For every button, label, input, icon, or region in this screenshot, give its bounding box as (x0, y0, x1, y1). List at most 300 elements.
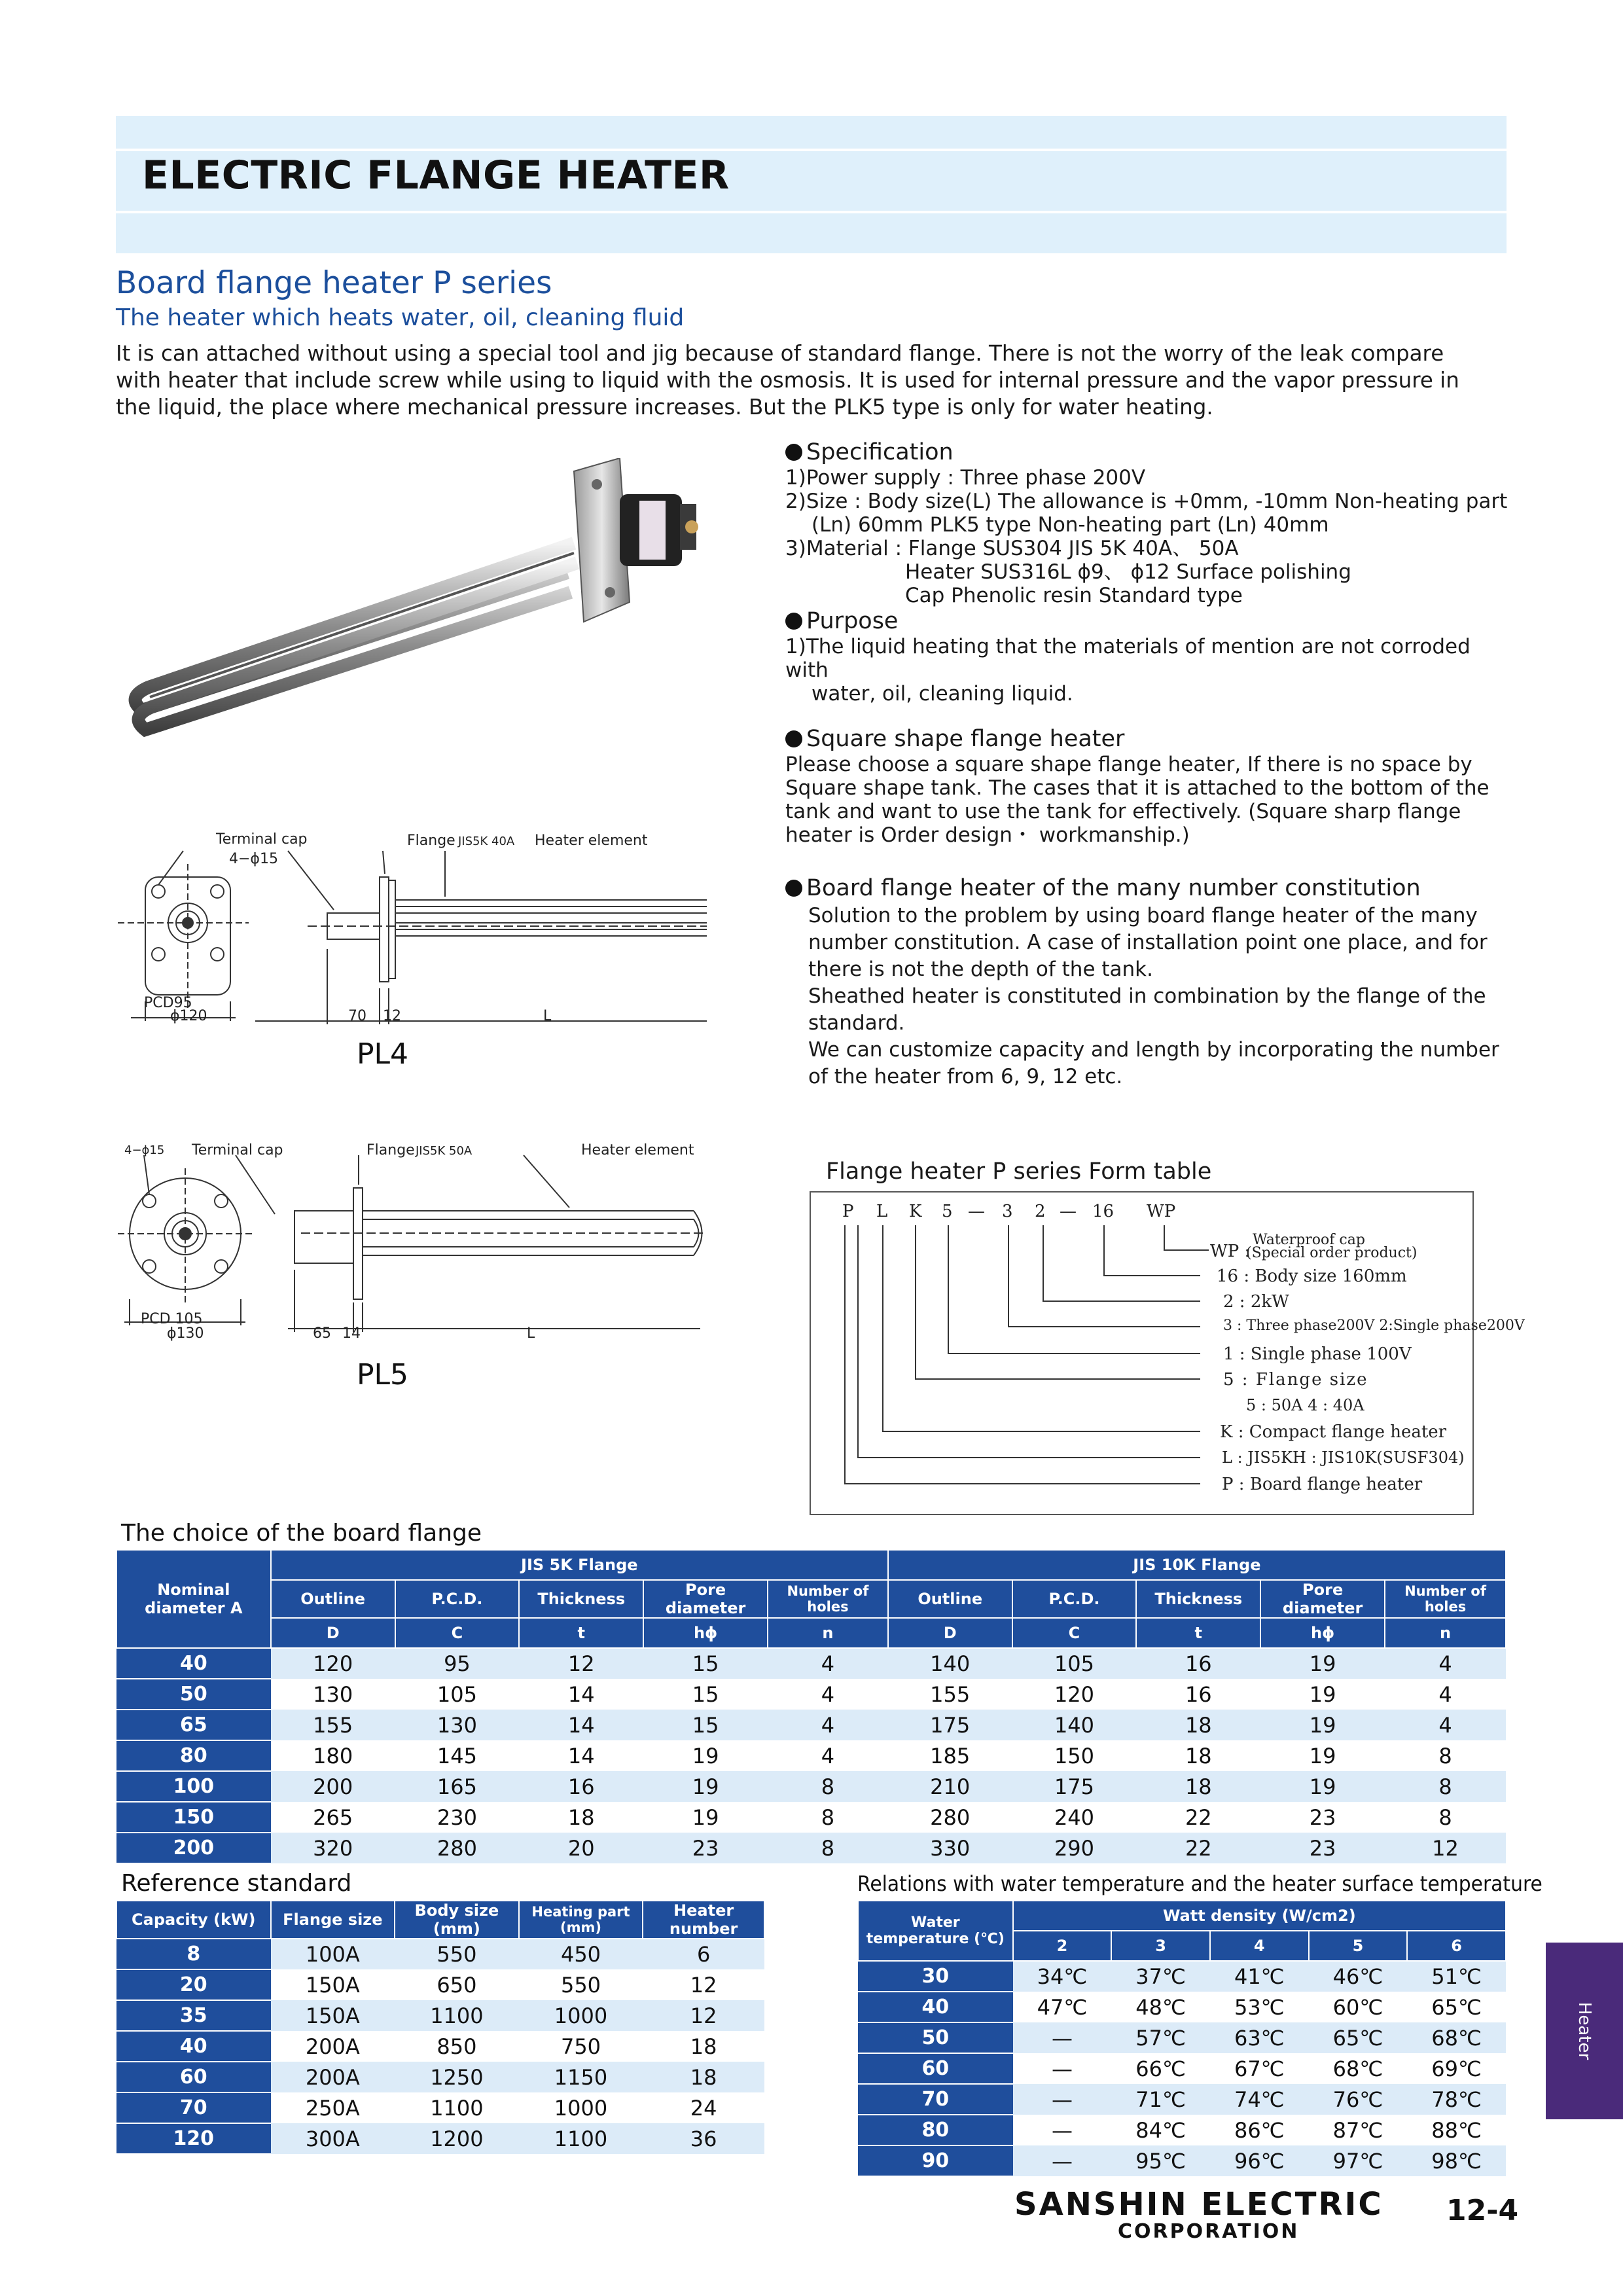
table-cell: 280 (395, 1833, 520, 1863)
intro-line: It is can attached without using a special tool and jig because of standard flange. There is not the worry of the leak compare (116, 341, 1444, 366)
column-symbol: t (1136, 1618, 1260, 1648)
flange-table-caption: The choice of the board flange (121, 1520, 482, 1547)
label-terminal-cap: Terminal cap (192, 1142, 283, 1158)
column-header: Number of holes (768, 1580, 888, 1618)
table-cell: 1000 (519, 2000, 643, 2031)
table-cell: 120 (1012, 1679, 1137, 1710)
row-key: 100 (116, 1771, 271, 1802)
table-cell: 65℃ (1407, 1992, 1506, 2022)
pl5-drawing (118, 1136, 707, 1397)
company-logo: SANSHIN ELECTRIC (1014, 2186, 1383, 2223)
table-cell: 84℃ (1111, 2115, 1210, 2145)
section-subheading: The heater which heats water, oil, cleaning fluid (116, 304, 685, 331)
table-cell: 4 (768, 1740, 888, 1771)
table-cell: 120 (271, 1648, 395, 1679)
board-line: of the heater from 6, 9, 12 etc. (808, 1065, 1123, 1088)
label-dim-12: 12 (383, 1008, 401, 1024)
table-cell: 19 (643, 1740, 768, 1771)
column-symbol: D (888, 1618, 1012, 1648)
table-cell: 4 (1385, 1710, 1506, 1740)
table-cell: 19 (1260, 1679, 1385, 1710)
table-cell: 15 (643, 1648, 768, 1679)
table-cell: — (1013, 2022, 1112, 2053)
table-cell: 12 (643, 2000, 764, 2031)
label-pcd: PCD 105 (141, 1311, 203, 1327)
table-cell: 20 (519, 1833, 643, 1863)
table-row (116, 2000, 764, 2031)
table-row (858, 2022, 1506, 2053)
row-key: 30 (858, 1961, 1013, 1992)
table-cell: 18 (1136, 1771, 1260, 1802)
table-cell: 300A (271, 2123, 395, 2154)
column-header: 2 (1013, 1931, 1112, 1961)
table-cell: 210 (888, 1771, 1012, 1802)
form-line-p: P : Board flange heater (1222, 1475, 1423, 1494)
table-row (116, 1648, 1506, 1679)
table-cell: 19 (643, 1771, 768, 1802)
column-symbol: C (395, 1618, 520, 1648)
table-cell: 23 (643, 1833, 768, 1863)
code-char: 5 (942, 1202, 953, 1221)
side-tab-label: Heater (1575, 2001, 1594, 2060)
code-char: K (909, 1202, 922, 1221)
row-key: 50 (116, 1679, 271, 1710)
label-holes: 4−ϕ15 (229, 851, 278, 867)
table-cell: 450 (519, 1939, 643, 1969)
row-key: 70 (116, 2092, 271, 2123)
table-cell: 97℃ (1309, 2145, 1408, 2176)
table-cell: 180 (271, 1740, 395, 1771)
column-header: Pore diameter (1260, 1580, 1385, 1618)
table-cell: 8 (768, 1771, 888, 1802)
table-cell: 8 (1385, 1740, 1506, 1771)
row-key: 200 (116, 1833, 271, 1863)
spec-line: (Ln) 60mm PLK5 type Non-heating part (Ln) 40mm (812, 513, 1329, 537)
table-cell: 550 (395, 1939, 519, 1969)
form-table-box (810, 1191, 1525, 1515)
page-number: 12-4 (1446, 2194, 1519, 2227)
section-heading: Board flange heater P series (116, 265, 552, 301)
page-title: ELECTRIC FLANGE HEATER (142, 152, 730, 198)
pl4-drawing (118, 825, 707, 1073)
table-cell: 14 (519, 1679, 643, 1710)
table-row (116, 1771, 1506, 1802)
table-cell: 140 (1012, 1710, 1137, 1740)
table-cell: 1150 (519, 2062, 643, 2092)
table-cell: 4 (768, 1710, 888, 1740)
table-row (116, 2123, 764, 2154)
table-row (116, 1939, 764, 1969)
table-cell: 265 (271, 1802, 395, 1833)
row-key: 35 (116, 2000, 271, 2031)
column-header: Capacity (kW) (116, 1901, 271, 1939)
table-cell: 19 (643, 1802, 768, 1833)
table-cell: 280 (888, 1802, 1012, 1833)
bullet-icon (785, 880, 802, 897)
table-row (116, 2031, 764, 2062)
table-cell: 8 (768, 1833, 888, 1863)
table-cell: 19 (1260, 1740, 1385, 1771)
table-cell: 53℃ (1210, 1992, 1309, 2022)
column-header: P.C.D. (1012, 1580, 1137, 1618)
row-key: 80 (116, 1740, 271, 1771)
specification-section (785, 439, 1512, 847)
label-holes: 4−ϕ15 (124, 1143, 165, 1157)
column-header: Number of holes (1385, 1580, 1506, 1618)
table-cell: 1000 (519, 2092, 643, 2123)
row-key: 90 (858, 2145, 1013, 2176)
label-dim-14: 14 (342, 1325, 361, 1342)
form-line-16: 16 : Body size 160mm (1217, 1266, 1407, 1286)
banner-stripe (116, 211, 1507, 213)
label-dim-70: 70 (348, 1008, 366, 1024)
section-side-tab (1546, 1943, 1623, 2119)
table-row (116, 1679, 1506, 1710)
column-header: Heating part (mm) (519, 1901, 643, 1939)
table-row (116, 1833, 1506, 1863)
table-cell: 63℃ (1210, 2022, 1309, 2053)
heater-tubes (135, 543, 577, 730)
label-flange-spec: JIS5K 50A (416, 1144, 473, 1158)
spec-line: Heater SUS316L ϕ9、 ϕ12 Surface polishing (905, 560, 1351, 584)
table-cell: 22 (1136, 1833, 1260, 1863)
table-cell: 14 (519, 1710, 643, 1740)
code-char: 3 (1002, 1202, 1013, 1221)
table-cell: 18 (643, 2062, 764, 2092)
code-char: — (968, 1202, 985, 1221)
table-row (858, 2115, 1506, 2145)
form-line-wp2: (Special order product) (1246, 1245, 1418, 1261)
title-banner (116, 116, 1507, 253)
table-cell: 69℃ (1407, 2053, 1506, 2084)
label-heater-element: Heater element (581, 1142, 694, 1158)
table-cell: 19 (1260, 1648, 1385, 1679)
table-cell: 16 (1136, 1679, 1260, 1710)
spec-title: Specification (806, 439, 954, 465)
column-symbol: n (768, 1618, 888, 1648)
board-line: Solution to the problem by using board flange heater of the many (808, 904, 1478, 927)
table-cell: 76℃ (1309, 2084, 1408, 2115)
flange-table (116, 1549, 1507, 1864)
row-key: 20 (116, 1969, 271, 2000)
row-key: 120 (116, 2123, 271, 2154)
intro-paragraph (116, 340, 1516, 421)
intro-line: with heater that include screw while using to liquid with the osmosis. It is used for internal pressure and the vapor pressure in (116, 368, 1459, 393)
label-diameter: ϕ130 (167, 1325, 204, 1342)
table-cell: 74℃ (1210, 2084, 1309, 2115)
column-header: Thickness (519, 1580, 643, 1618)
row-key: 8 (116, 1939, 271, 1969)
board-line: number constitution. A case of installation point one place, and for (808, 931, 1488, 954)
table-cell: 15 (643, 1679, 768, 1710)
table-cell: 36 (643, 2123, 764, 2154)
label-flange: Flange (366, 1142, 415, 1158)
table-cell: 250A (271, 2092, 395, 2123)
label-flange-spec: JIS5K 40A (458, 834, 515, 848)
table-row (116, 1969, 764, 2000)
table-row (858, 1992, 1506, 2022)
column-header: Thickness (1136, 1580, 1260, 1618)
table-cell: 1100 (395, 2092, 519, 2123)
table-cell: 1100 (395, 2000, 519, 2031)
label-pcd: PCD95 (144, 995, 192, 1011)
row-key: 70 (858, 2084, 1013, 2115)
relations-caption: Relations with water temperature and the heater surface temperature (857, 1871, 1543, 1896)
reference-table (116, 1900, 765, 2155)
table-cell: 37℃ (1111, 1961, 1210, 1992)
table-cell: 68℃ (1309, 2053, 1408, 2084)
row-key: 65 (116, 1710, 271, 1740)
code-char: WP (1147, 1202, 1176, 1221)
table-cell: 175 (1012, 1771, 1137, 1802)
table-cell: 200A (271, 2062, 395, 2092)
row-key: 150 (116, 1802, 271, 1833)
product-photo (116, 458, 705, 740)
form-line-5: 5 : Flange size (1223, 1370, 1368, 1390)
table-cell: 4 (1385, 1679, 1506, 1710)
table-cell: 100A (271, 1939, 395, 1969)
code-char: L (876, 1202, 888, 1221)
company-logo-sub: CORPORATION (1118, 2220, 1300, 2243)
table-cell: 95℃ (1111, 2145, 1210, 2176)
table-row (858, 1961, 1506, 1992)
bullet-icon (785, 444, 802, 461)
form-line-wp: WP : (1210, 1242, 1251, 1261)
column-symbol: hϕ (1260, 1618, 1385, 1648)
table-cell: 1250 (395, 2062, 519, 2092)
column-header: P.C.D. (395, 1580, 520, 1618)
row-key: 40 (858, 1992, 1013, 2022)
table-cell: 22 (1136, 1802, 1260, 1833)
label-dim-65: 65 (313, 1325, 331, 1342)
table-cell: — (1013, 2145, 1112, 2176)
table-cell: 290 (1012, 1833, 1137, 1863)
spec-line: 3)Material : Flange SUS304 JIS 5K 40A、 50A (785, 537, 1239, 560)
square-line: Square shape tank. The cases that it is attached to the bottom of the (785, 776, 1489, 800)
table-row (116, 2092, 764, 2123)
purpose-line: water, oil, cleaning liquid. (812, 682, 1073, 706)
table-cell: — (1013, 2115, 1112, 2145)
table-cell: 98℃ (1407, 2145, 1506, 2176)
table-cell: 18 (519, 1802, 643, 1833)
code-char: — (1060, 1202, 1077, 1221)
table-cell: 16 (519, 1771, 643, 1802)
form-line-k: K : Compact flange heater (1220, 1422, 1447, 1442)
jis10k-header: JIS 10K Flange (888, 1550, 1506, 1580)
table-cell: 6 (643, 1939, 764, 1969)
table-cell: 60℃ (1309, 1992, 1408, 2022)
board-title: Board flange heater of the many number constitution (806, 875, 1421, 901)
form-line-2: 2 : 2kW (1223, 1292, 1289, 1312)
column-symbol: t (519, 1618, 643, 1648)
label-terminal-cap: Terminal cap (216, 831, 308, 848)
table-cell: 12 (643, 1969, 764, 2000)
table-cell: 150A (271, 1969, 395, 2000)
table-cell: 4 (1385, 1648, 1506, 1679)
table-cell: 78℃ (1407, 2084, 1506, 2115)
table-cell: 87℃ (1309, 2115, 1408, 2145)
square-line: tank and want to use the tank for effectively. (Square sharp flange (785, 800, 1461, 823)
table-cell: 1200 (395, 2123, 519, 2154)
table-cell: 23 (1260, 1802, 1385, 1833)
label-heater-element: Heater element (535, 833, 648, 849)
table-cell: 8 (1385, 1802, 1506, 1833)
table-cell: 175 (888, 1710, 1012, 1740)
table-cell: 155 (888, 1679, 1012, 1710)
table-cell: 66℃ (1111, 2053, 1210, 2084)
nominal-header: Nominal diameter A (116, 1550, 271, 1648)
table-cell: 86℃ (1210, 2115, 1309, 2145)
table-cell: 57℃ (1111, 2022, 1210, 2053)
table-cell: 14 (519, 1740, 643, 1771)
table-cell: 200 (271, 1771, 395, 1802)
table-row (116, 1740, 1506, 1771)
column-symbol: n (1385, 1618, 1506, 1648)
table-cell: 18 (1136, 1710, 1260, 1740)
table-cell: 46℃ (1309, 1961, 1408, 1992)
purpose-line: 1)The liquid heating that the materials of mention are not corroded with (785, 635, 1471, 682)
table-cell: 8 (768, 1802, 888, 1833)
column-header: 5 (1309, 1931, 1408, 1961)
table-cell: 105 (1012, 1648, 1137, 1679)
table-row (116, 1710, 1506, 1740)
relations-table (857, 1900, 1507, 2177)
reference-caption: Reference standard (121, 1870, 352, 1897)
column-symbol: D (271, 1618, 395, 1648)
table-cell: 19 (1260, 1771, 1385, 1802)
table-cell: 320 (271, 1833, 395, 1863)
form-line-wp1: Waterproof cap (1253, 1232, 1365, 1248)
board-line: We can customize capacity and length by incorporating the number (808, 1038, 1499, 1062)
table-cell: 185 (888, 1740, 1012, 1771)
column-symbol: hϕ (643, 1618, 768, 1648)
table-cell: 8 (1385, 1771, 1506, 1802)
row-key: 40 (116, 2031, 271, 2062)
row-key: 40 (116, 1648, 271, 1679)
model-label-pl5: PL5 (357, 1358, 409, 1391)
table-cell: 19 (1260, 1710, 1385, 1740)
bullet-icon (785, 613, 802, 630)
column-header: 3 (1111, 1931, 1210, 1961)
table-cell: — (1013, 2084, 1112, 2115)
table-cell: 24 (643, 2092, 764, 2123)
column-header: Outline (888, 1580, 1012, 1618)
model-label-pl4: PL4 (357, 1037, 409, 1071)
table-cell: 750 (519, 2031, 643, 2062)
table-cell: 12 (519, 1648, 643, 1679)
table-cell: 71℃ (1111, 2084, 1210, 2115)
square-line: heater is Order design・ workmanship.) (785, 823, 1190, 847)
table-cell: 150A (271, 2000, 395, 2031)
table-cell: 230 (395, 1802, 520, 1833)
table-cell: 4 (768, 1648, 888, 1679)
watt-density-header: Watt density (W/cm2) (1013, 1901, 1506, 1931)
column-header: Heater number (643, 1901, 764, 1939)
table-cell: 650 (395, 1969, 519, 2000)
column-header: 4 (1210, 1931, 1309, 1961)
jis5k-header: JIS 5K Flange (271, 1550, 888, 1580)
board-section (785, 874, 1512, 1090)
pl4-lines (118, 825, 707, 1073)
pl5-lines (118, 1136, 707, 1397)
table-cell: 88℃ (1407, 2115, 1506, 2145)
table-cell: — (1013, 2053, 1112, 2084)
spec-line: Cap Phenolic resin Standard type (905, 584, 1243, 607)
table-cell: 18 (643, 2031, 764, 2062)
column-header: Body size (mm) (395, 1901, 519, 1939)
row-key: 80 (858, 2115, 1013, 2145)
table-cell: 145 (395, 1740, 520, 1771)
table-row (858, 2145, 1506, 2176)
table-row (858, 2053, 1506, 2084)
form-line-3: 3 : Three phase200V 2:Single phase200V (1223, 1318, 1525, 1334)
water-temp-header: Water temperature (℃) (858, 1901, 1013, 1961)
code-char: 2 (1035, 1202, 1046, 1221)
table-cell: 47℃ (1013, 1992, 1112, 2022)
square-title: Square shape flange heater (806, 726, 1125, 752)
row-key: 50 (858, 2022, 1013, 2053)
label-dim-l: L (543, 1008, 552, 1024)
intro-line: the liquid, the place where mechanical pressure increases. But the PLK5 type is only for water heating. (116, 395, 1213, 420)
table-cell: 105 (395, 1679, 520, 1710)
table-cell: 130 (271, 1679, 395, 1710)
form-line-l: L : JIS5KH : JIS10K(SUSF304) (1222, 1448, 1465, 1467)
table-cell: 96℃ (1210, 2145, 1309, 2176)
purpose-title: Purpose (806, 608, 899, 634)
code-char: P (842, 1202, 854, 1221)
form-table-title: Flange heater P series Form table (826, 1158, 1212, 1185)
table-cell: 200A (271, 2031, 395, 2062)
board-line: there is not the depth of the tank. (808, 958, 1153, 981)
table-cell: 65℃ (1309, 2022, 1408, 2053)
board-line: standard. (808, 1011, 905, 1035)
label-flange: Flange (407, 833, 455, 849)
table-cell: 12 (1385, 1833, 1506, 1863)
table-cell: 150 (1012, 1740, 1137, 1771)
table-cell: 16 (1136, 1648, 1260, 1679)
table-cell: 18 (1136, 1740, 1260, 1771)
banner-stripe (116, 149, 1507, 151)
table-row (116, 2062, 764, 2092)
label-diameter: ϕ120 (170, 1008, 207, 1024)
table-cell: 67℃ (1210, 2053, 1309, 2084)
table-cell: 165 (395, 1771, 520, 1802)
table-cell: 850 (395, 2031, 519, 2062)
board-line: Sheathed heater is constituted in combination by the flange of the (808, 984, 1486, 1008)
column-header: Flange size (271, 1901, 395, 1939)
column-header: 6 (1407, 1931, 1506, 1961)
table-cell: 240 (1012, 1802, 1137, 1833)
column-symbol: C (1012, 1618, 1137, 1648)
table-cell: 15 (643, 1710, 768, 1740)
table-cell: 23 (1260, 1833, 1385, 1863)
spec-line: 2)Size : Body size(L) The allowance is +0mm, -10mm Non-heating part (785, 490, 1508, 513)
table-cell: 550 (519, 1969, 643, 2000)
row-key: 60 (116, 2062, 271, 2092)
table-cell: 41℃ (1210, 1961, 1309, 1992)
table-cell: 34℃ (1013, 1961, 1112, 1992)
bullet-icon (785, 730, 802, 747)
column-header: Outline (271, 1580, 395, 1618)
code-char: 16 (1092, 1202, 1115, 1221)
spec-line: 1)Power supply : Three phase 200V (785, 466, 1146, 490)
table-cell: 4 (768, 1679, 888, 1710)
table-cell: 1100 (519, 2123, 643, 2154)
row-key: 60 (858, 2053, 1013, 2084)
square-line: Please choose a square shape flange heater, If there is no space by (785, 753, 1472, 776)
table-row (858, 2084, 1506, 2115)
table-cell: 95 (395, 1648, 520, 1679)
